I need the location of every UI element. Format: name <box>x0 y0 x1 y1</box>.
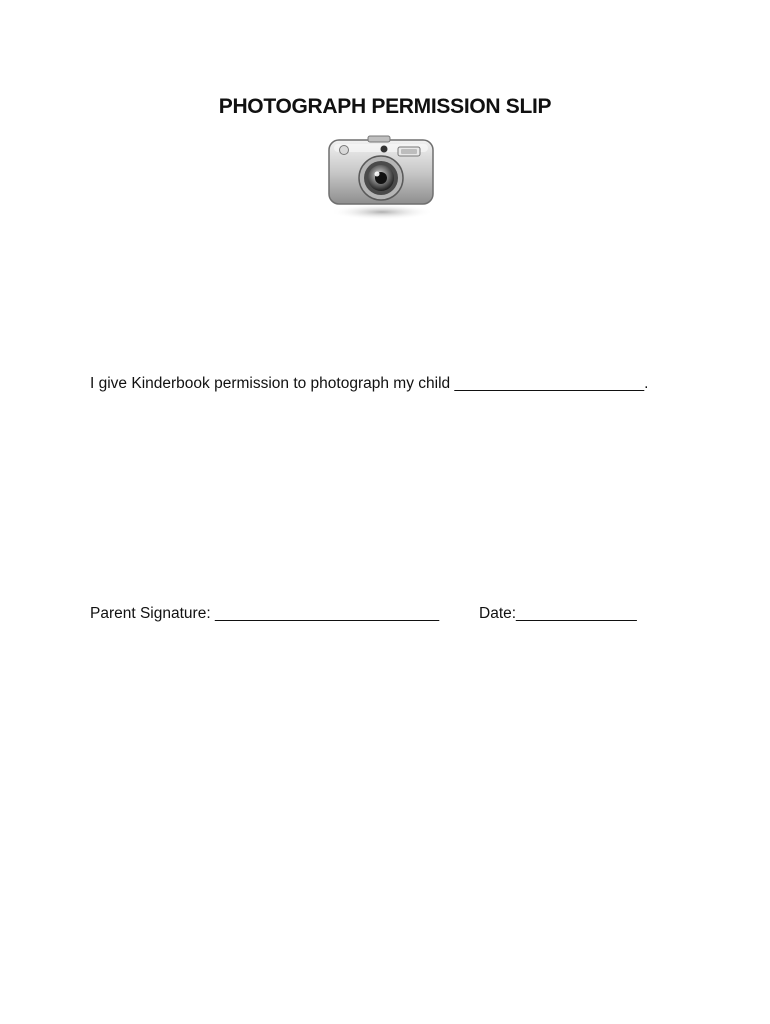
page-title: PHOTOGRAPH PERMISSION SLIP <box>218 95 552 118</box>
camera-icon <box>322 130 440 222</box>
parent-signature-line: Parent Signature: __________________________ <box>90 605 440 622</box>
permission-statement: I give Kinderbook permission to photograph my child ______________________. <box>90 375 649 392</box>
date-line: Date:______________ <box>479 605 637 622</box>
